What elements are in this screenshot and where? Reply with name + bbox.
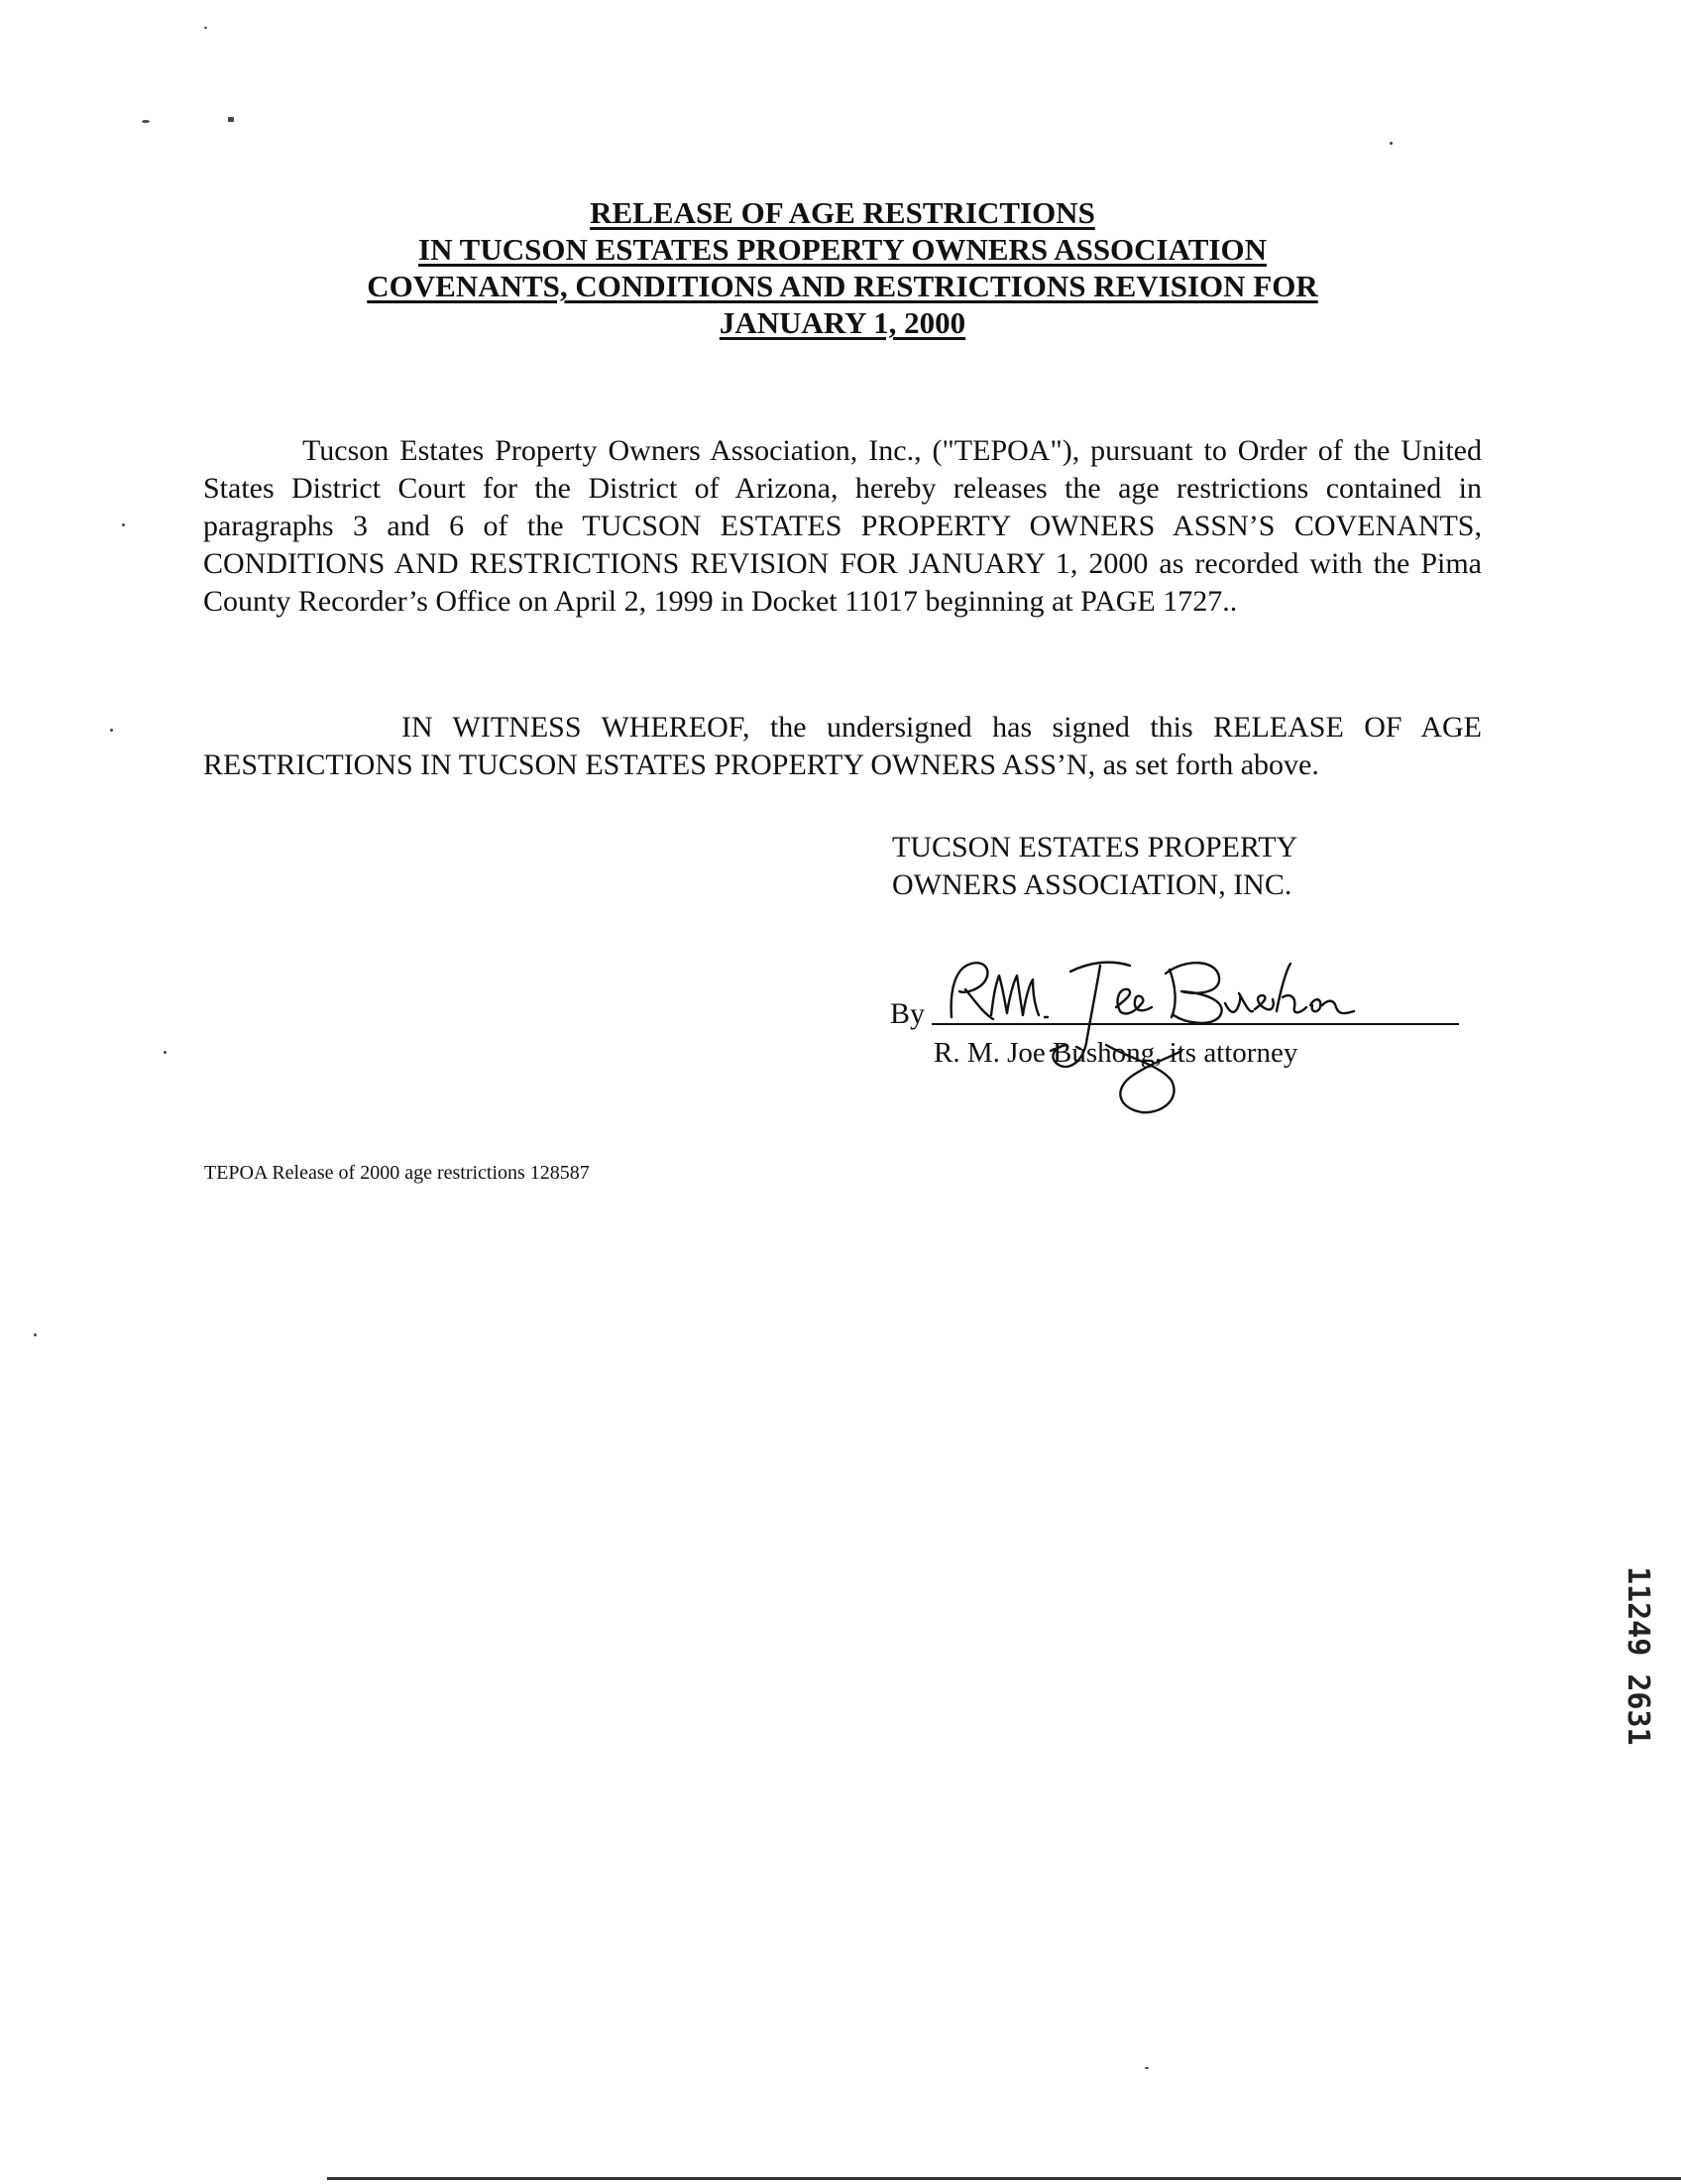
footer-reference: TEPOA Release of 2000 age restrictions 128587	[204, 1162, 590, 1184]
handwritten-signature	[922, 920, 1388, 1128]
signatory-organization	[892, 829, 1447, 904]
scan-speck	[122, 523, 125, 526]
organization-line: OWNERS ASSOCIATION, INC.	[892, 868, 1292, 901]
title-line: IN TUCSON ESTATES PROPERTY OWNERS ASSOCIATION	[418, 232, 1267, 267]
document-title	[248, 194, 1437, 341]
release-paragraph: Tucson Estates Property Owners Association, Inc., ("TEPOA"), pursuant to Order of the United States District Court for the District of Arizona, hereby releases the age restrictions contained in paragraphs 3 and 6 of the TUCSON ESTATES PROPERTY OWNERS ASSN’S COVENANTS, CONDITIONS AND RESTRICTIONS REVISION FOR JANUARY 1, 2000 as recorded with the Pima County Recorder’s Office on April 2, 1999 in Docket 11017 beginning at PAGE 1727..	[203, 434, 1482, 618]
organization-line: TUCSON ESTATES PROPERTY	[892, 831, 1298, 863]
witness-paragraph: IN WITNESS WHEREOF, the undersigned has signed this RELEASE OF AGE RESTRICTIONS IN TUCSON ESTATES PROPERTY OWNERS ASS’N, as set forth above.	[203, 711, 1482, 781]
signer-name: R. M. Joe Bushong, its attorney	[934, 1037, 1298, 1069]
scan-speck	[34, 1333, 37, 1336]
scan-speck	[204, 27, 207, 29]
scan-speck	[164, 1051, 167, 1054]
margin-stamp-number: 11249 2631	[1621, 1566, 1655, 1746]
scan-speck	[1390, 142, 1393, 145]
scan-speck	[142, 120, 150, 123]
scan-speck	[110, 729, 113, 732]
scan-bottom-edge	[327, 2177, 1681, 2180]
scan-speck	[1145, 2067, 1149, 2069]
scan-speck	[228, 117, 234, 122]
title-line: RELEASE OF AGE RESTRICTIONS	[590, 195, 1095, 230]
title-line: JANUARY 1, 2000	[719, 305, 966, 340]
by-label: By	[890, 997, 926, 1030]
title-line: COVENANTS, CONDITIONS AND RESTRICTIONS REVISION FOR	[367, 269, 1318, 303]
